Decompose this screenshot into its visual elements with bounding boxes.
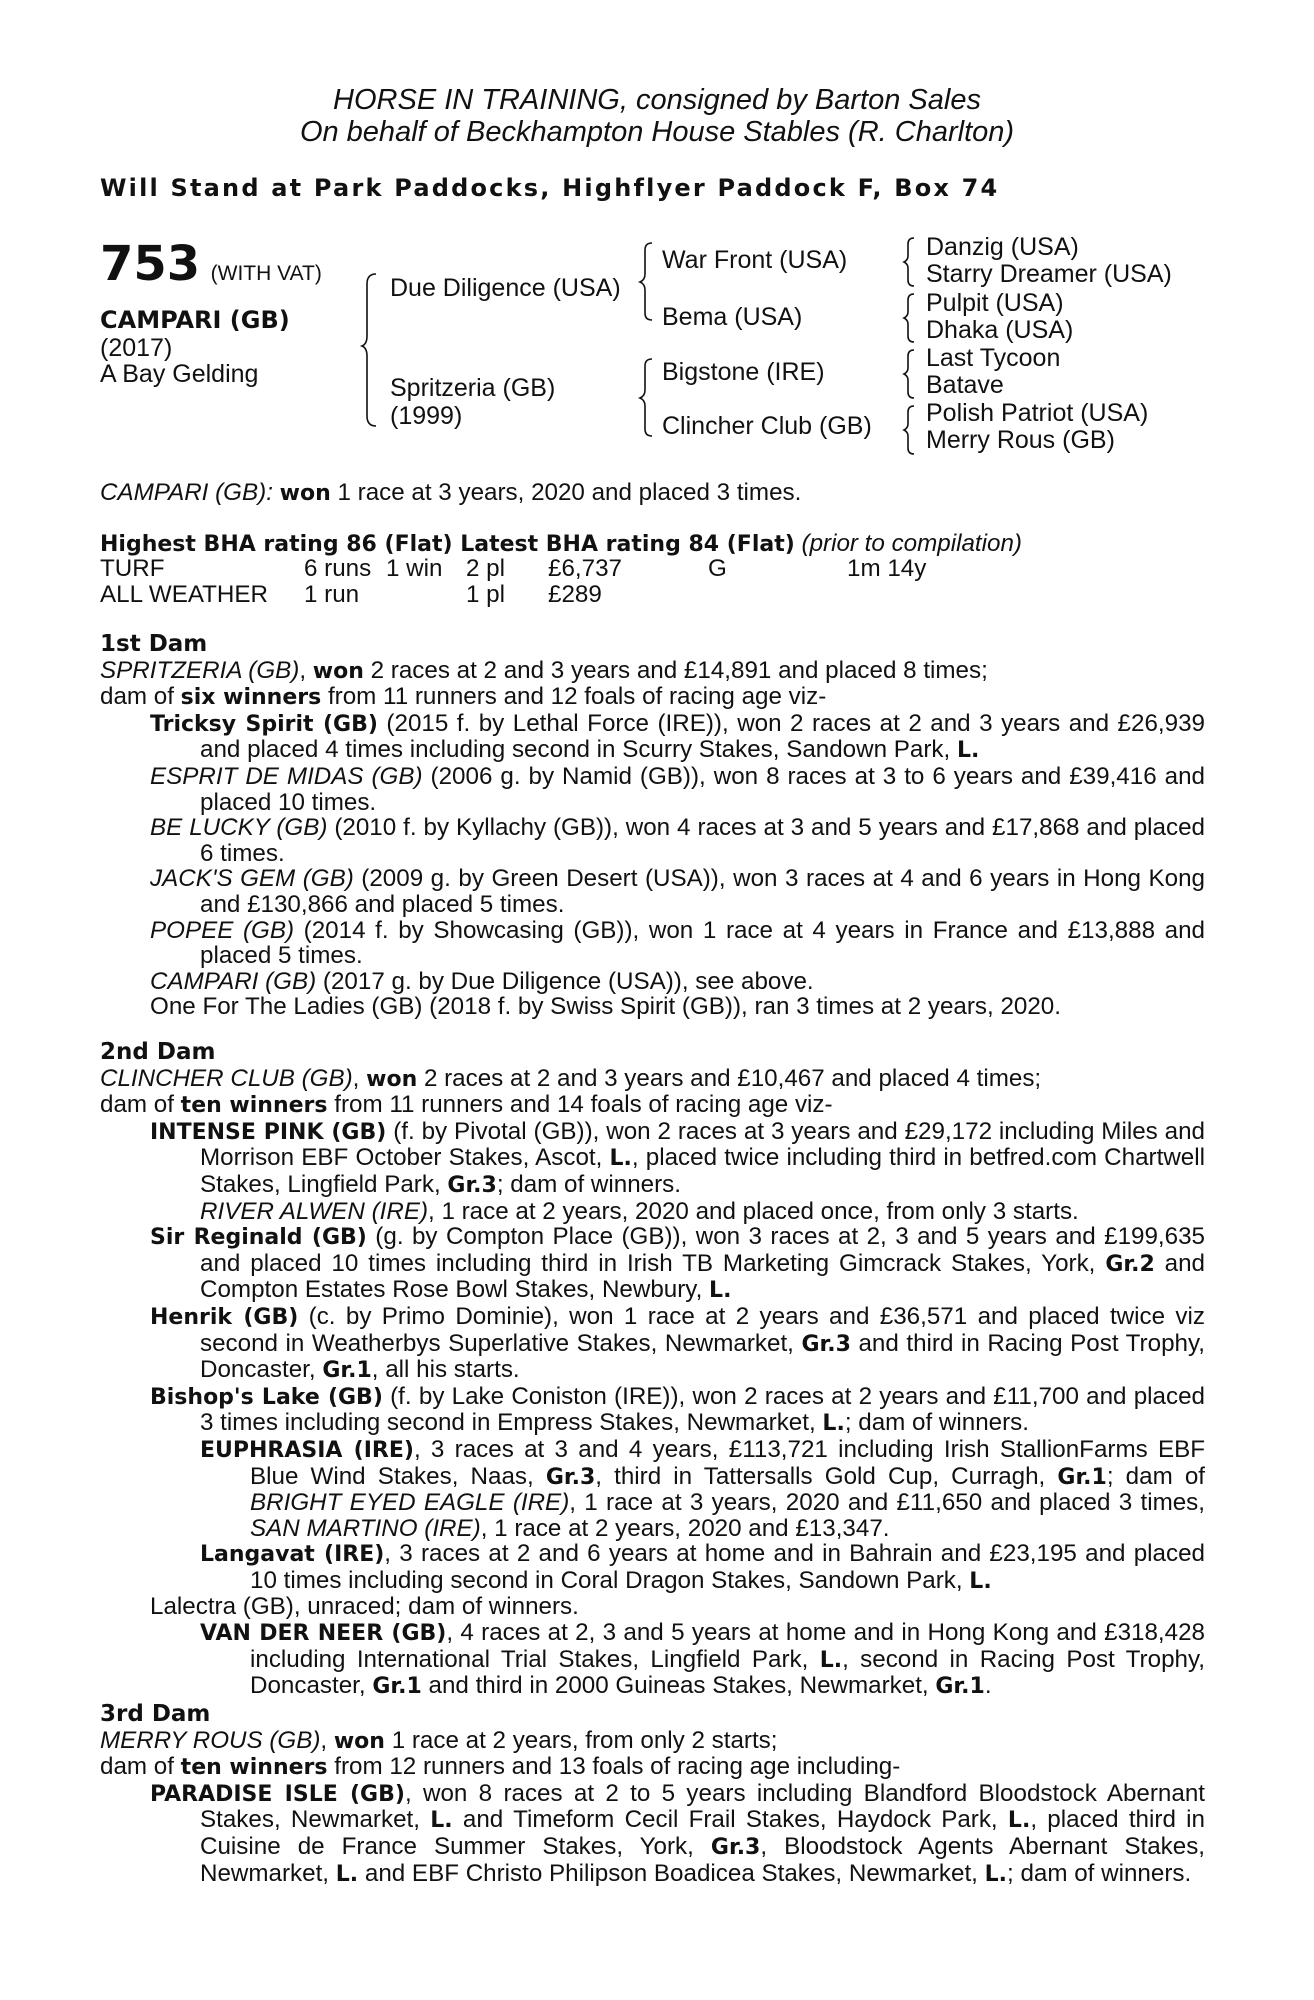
pedigree-dam-year: (1999) xyxy=(390,402,463,430)
italic-text: JACK'S GEM (GB) xyxy=(150,865,354,893)
bold-text: L. xyxy=(335,1861,359,1887)
first-dam-heading: 1st Dam xyxy=(100,631,208,657)
pedigree-dam-sire: Bigstone (IRE) xyxy=(662,358,825,386)
aw-surface: ALL WEATHER xyxy=(100,581,269,608)
text: , xyxy=(352,1064,367,1092)
pedigree-entry xyxy=(100,1066,1205,1093)
bold-text: six winners xyxy=(180,685,322,711)
horse-name: CAMPARI (GB) xyxy=(100,306,290,334)
turf-distance: 1m 14y xyxy=(847,555,927,582)
pedigree-entry xyxy=(100,1119,1205,1199)
italic-text: CAMPARI (GB) xyxy=(150,967,317,995)
ratings-title: Highest BHA rating 86 (Flat) Latest BHA rating 84 (Flat) xyxy=(100,532,795,557)
third-dam-section xyxy=(100,1702,1205,1887)
italic-text: SAN MARTINO (IRE) xyxy=(250,1514,481,1542)
text: Lalectra (GB), unraced; dam of winners. xyxy=(150,1593,579,1621)
text: (f. by Lake Coniston (IRE)), won 2 races at 2 years and £11,700 and placed 3 times including second in Empress Stakes, Newmarket, xyxy=(200,1382,1205,1437)
pedigree-bracket-main xyxy=(362,270,382,430)
pedigree-ggp-8: Merry Rous (GB) xyxy=(926,426,1115,454)
pedigree-entry xyxy=(100,1437,1205,1541)
text: ; dam of winners. xyxy=(844,1409,1029,1437)
bold-text: Gr.1 xyxy=(322,1358,372,1384)
bold-text: won xyxy=(333,1728,385,1754)
pedigree-dam: Spritzeria (GB) xyxy=(390,374,556,402)
text: and third in 2000 Guineas Stakes, Newmarket, xyxy=(421,1672,936,1700)
pedigree-entry xyxy=(100,918,1205,969)
bold-text: EUPHRASIA (IRE) xyxy=(200,1437,414,1463)
summary-won: won xyxy=(279,481,331,506)
text: and EBF Christo Philipson Boadicea Stakes, Newmarket, xyxy=(358,1859,985,1887)
pedigree-entry xyxy=(100,658,1205,685)
text: , placed third in Cuisine de France Summer Stakes, York, xyxy=(200,1806,1205,1860)
third-dam-lines xyxy=(100,1728,1205,1888)
turf-going: G xyxy=(708,555,727,582)
pedigree-entry xyxy=(100,866,1205,917)
text: , xyxy=(299,656,313,684)
italic-text: RIVER ALWEN (IRE) xyxy=(200,1197,429,1225)
text: , Bloodstock Agents Abernant Stakes, Newmarket, xyxy=(200,1832,1206,1887)
aw-runs: 1 run xyxy=(304,581,360,608)
second-dam-section xyxy=(100,1040,1205,1700)
pedigree-entry xyxy=(100,764,1205,815)
italic-text: MERRY ROUS (GB) xyxy=(100,1726,321,1754)
pedigree-entry xyxy=(100,711,1205,764)
bold-text: PARADISE ISLE (GB) xyxy=(150,1781,405,1807)
pedigree-sire-sire: War Front (USA) xyxy=(662,246,848,274)
pedigree-ggp-5: Last Tycoon xyxy=(926,344,1061,372)
text: ; dam of winners. xyxy=(1007,1859,1192,1887)
text: (2017 g. by Due Diligence (USA)), see above. xyxy=(316,967,814,995)
text: , 1 race at 2 years, 2020 and placed once, from only 3 starts. xyxy=(428,1197,1079,1225)
bold-text: L. xyxy=(709,1278,732,1304)
text: and Compton Estates Rose Bowl Stakes, Newbury, xyxy=(200,1249,1206,1304)
text: ; dam of xyxy=(1106,1462,1205,1490)
bold-text: Henrik (GB) xyxy=(150,1304,299,1330)
text: , 1 race at 2 years, 2020 and £13,347. xyxy=(480,1514,890,1542)
text: , third in Tattersalls Gold Cup, Curragh, xyxy=(595,1462,1058,1490)
summary-colon: : xyxy=(266,479,280,506)
pedigree-ggp-2: Starry Dreamer (USA) xyxy=(926,260,1172,288)
pedigree-bracket-ggp2 xyxy=(904,292,918,344)
summary-text: 1 race at 3 years, 2020 and placed 3 times. xyxy=(330,479,802,506)
italic-text: BRIGHT EYED EAGLE (IRE) xyxy=(250,1489,570,1517)
bold-text: Gr.1 xyxy=(372,1674,422,1700)
bold-text: ten winners xyxy=(180,1755,328,1781)
text: (f. by Pivotal (GB)), won 2 races at 3 years and £29,172 including Miles and Morrison EBF October Stakes, Ascot, xyxy=(200,1117,1205,1172)
summary-horse-name: CAMPARI (GB) xyxy=(100,479,267,506)
text: (2009 g. by Green Desert (USA)), won 3 races at 4 and 6 years in Hong Kong and £130,866 and placed 5 times. xyxy=(200,865,1205,918)
pedigree-entry xyxy=(100,1304,1205,1384)
vat-label: (WITH VAT) xyxy=(210,262,322,285)
pedigree-entry xyxy=(100,1092,1205,1119)
lot-number: 753 xyxy=(100,236,201,292)
pedigree-entry xyxy=(100,1384,1205,1437)
text: ; dam of winners. xyxy=(496,1170,681,1198)
text: , all his starts. xyxy=(371,1356,520,1384)
pedigree-ggp-1: Danzig (USA) xyxy=(926,233,1079,261)
pedigree-ggp-3: Pulpit (USA) xyxy=(926,289,1064,317)
bold-text: L. xyxy=(819,1647,843,1673)
ratings-note: (prior to compilation) xyxy=(794,530,1022,557)
text: dam of xyxy=(100,1753,181,1781)
text: from 12 runners and 13 foals of racing age including- xyxy=(327,1753,901,1781)
lot-header xyxy=(100,236,322,292)
bold-text: L. xyxy=(956,738,980,764)
bold-text: Langavat (IRE) xyxy=(200,1542,385,1568)
italic-text: BE LUCKY (GB) xyxy=(150,814,328,842)
text: , 3 races at 2 and 6 years at home and in Bahrain and £23,195 and placed 10 times including second in Coral Dragon Stakes, Sandown Park, xyxy=(250,1540,1206,1594)
pedigree-bracket-dam xyxy=(640,356,656,440)
bold-text: L. xyxy=(609,1146,632,1172)
pedigree-ggp-6: Batave xyxy=(926,371,1004,399)
bold-text: INTENSE PINK (GB) xyxy=(150,1119,387,1145)
pedigree-bracket-ggp4 xyxy=(904,404,918,456)
bold-text: Sir Reginald (GB) xyxy=(150,1225,367,1251)
aw-placed: 1 pl xyxy=(466,581,505,608)
text: dam of xyxy=(100,1091,181,1119)
third-dam-heading: 3rd Dam xyxy=(100,1701,211,1727)
pedigree-entry xyxy=(100,1594,1205,1620)
pedigree-entry xyxy=(100,1541,1205,1594)
horse-description: A Bay Gelding xyxy=(100,360,259,388)
text: (2006 g. by Namid (GB)), won 8 races at 3 to 6 years and £39,416 and placed 10 times. xyxy=(200,762,1205,816)
pedigree-sire-dam: Bema (USA) xyxy=(662,303,803,331)
text: and Timeform Cecil Frail Stakes, Haydock Park, xyxy=(452,1806,1008,1834)
bold-text: won xyxy=(312,658,364,684)
first-dam-lines xyxy=(100,658,1205,1020)
text: (2014 f. by Showcasing (GB)), won 1 race at 4 years in France and £13,888 and placed 5 times. xyxy=(200,916,1206,970)
second-dam-lines xyxy=(100,1066,1205,1700)
pedigree-entry xyxy=(100,1224,1205,1304)
horse-year: (2017) xyxy=(100,334,173,362)
pedigree-entry xyxy=(100,1620,1205,1700)
text: 2 races at 2 and 3 years and £14,891 and placed 8 times; xyxy=(363,656,988,684)
pedigree-bracket-ggp1 xyxy=(904,236,918,288)
pedigree-entry xyxy=(100,815,1205,866)
bold-text: VAN DER NEER (GB) xyxy=(200,1621,447,1647)
bold-text: Gr.3 xyxy=(545,1464,596,1490)
bold-text: L. xyxy=(984,1861,1008,1887)
pedigree-entry xyxy=(100,969,1205,995)
turf-placed: 2 pl xyxy=(466,555,505,582)
italic-text: SPRITZERIA (GB) xyxy=(100,656,300,684)
pedigree-bracket-ggp3 xyxy=(904,348,918,400)
italic-text: CLINCHER CLUB (GB) xyxy=(100,1064,353,1092)
text: from 11 runners and 14 foals of racing age viz- xyxy=(327,1091,833,1119)
bold-text: L. xyxy=(822,1411,845,1437)
text: 2 races at 2 and 3 years and £10,467 and placed 4 times; xyxy=(417,1064,1042,1092)
bold-text: won xyxy=(366,1066,418,1092)
bold-text: Gr.3 xyxy=(447,1172,497,1198)
bold-text: L. xyxy=(430,1808,453,1834)
text: 1 race at 2 years, from only 2 starts; xyxy=(384,1726,778,1754)
text: from 11 runners and 12 foals of racing age viz- xyxy=(321,683,827,711)
text: (c. by Primo Dominie), won 1 race at 2 years and £36,571 and placed twice viz second in Weatherbys Superlative Stakes, Newmarket, xyxy=(200,1302,1205,1357)
header-consignor: HORSE IN TRAINING, consigned by Barton Sales xyxy=(333,84,981,116)
text: dam of xyxy=(100,683,181,711)
text: . xyxy=(984,1672,992,1700)
pedigree-ggp-4: Dhaka (USA) xyxy=(926,316,1074,344)
text: , won 8 races at 2 to 5 years including Blandford Bloodstock Abernant Stakes, Newmarket, xyxy=(200,1779,1206,1834)
pedigree-dam-dam: Clincher Club (GB) xyxy=(662,412,872,440)
pedigree-entry xyxy=(100,1781,1205,1887)
turf-surface: TURF xyxy=(100,555,165,582)
text: , 4 races at 2, 3 and 5 years at home and in Hong Kong and £318,428 including International Trial Stakes, Lingfield Park, xyxy=(250,1619,1205,1673)
stand-location: Will Stand at Park Paddocks, Highflyer Paddock F, Box 74 xyxy=(100,174,1000,202)
pedigree-bracket-sire xyxy=(640,240,656,324)
second-dam-heading: 2nd Dam xyxy=(100,1039,216,1065)
pedigree-sire: Due Diligence (USA) xyxy=(390,274,621,302)
text: and third in Racing Post Trophy, Doncaster, xyxy=(200,1329,1205,1384)
text: (2010 f. by Kyllachy (GB)), won 4 races at 3 and 5 years and £17,868 and placed 6 times. xyxy=(200,814,1205,867)
pedigree-entry xyxy=(100,1728,1205,1755)
pedigree-ggp-7: Polish Patriot (USA) xyxy=(926,399,1149,427)
race-summary xyxy=(100,480,801,507)
text: (2015 f. by Lethal Force (IRE)), won 2 races at 2 and 3 years and £26,939 and placed 4 times including second in Scurry Stakes, Sandown Park, xyxy=(200,709,1205,764)
first-dam-section xyxy=(100,632,1205,1020)
text: (g. by Compton Place (GB)), won 3 races at 2, 3 and 5 years and £199,635 and placed 10 times including third in Irish TB Marketing Gimcrack Stakes, York, xyxy=(200,1223,1206,1277)
turf-prize: £6,737 xyxy=(548,555,622,582)
italic-text: POPEE (GB) xyxy=(150,916,295,944)
bold-text: Tricksy Spirit (GB) xyxy=(150,711,378,737)
bold-text: Gr.1 xyxy=(1057,1464,1107,1490)
bold-text: ten winners xyxy=(180,1093,328,1119)
pedigree-entry xyxy=(100,1754,1205,1781)
bold-text: Gr.2 xyxy=(1105,1251,1155,1277)
bha-ratings xyxy=(100,531,1022,558)
header-on-behalf: On behalf of Beckhampton House Stables (R. Charlton) xyxy=(299,116,1015,148)
italic-text: ESPRIT DE MIDAS (GB) xyxy=(150,762,423,790)
pedigree-entry xyxy=(100,994,1205,1020)
bold-text: Gr.3 xyxy=(801,1331,851,1357)
aw-prize: £289 xyxy=(548,581,602,608)
pedigree-entry xyxy=(100,684,1205,711)
bold-text: Bishop's Lake (GB) xyxy=(150,1384,383,1410)
text: , 3 races at 3 and 4 years, £113,721 including Irish StallionFarms EBF Blue Wind Stakes, Naas, xyxy=(250,1435,1206,1490)
bold-text: Gr.3 xyxy=(710,1834,761,1860)
text: , xyxy=(320,1726,334,1754)
text: , second in Racing Post Trophy, Doncaster, xyxy=(250,1645,1205,1700)
bold-text: L. xyxy=(969,1568,992,1594)
bold-text: Gr.1 xyxy=(935,1674,985,1700)
turf-runs: 6 runs xyxy=(304,555,372,582)
text: , 1 race at 3 years, 2020 and £11,650 and placed 3 times, xyxy=(569,1489,1205,1517)
pedigree-entry xyxy=(100,1199,1205,1225)
bold-text: L. xyxy=(1007,1808,1031,1834)
text: One For The Ladies (GB) (2018 f. by Swiss Spirit (GB)), ran 3 times at 2 years, 2020. xyxy=(150,993,1061,1021)
turf-wins: 1 win xyxy=(386,555,443,582)
text: , placed twice including third in betfred.com Chartwell Stakes, Lingfield Park, xyxy=(200,1144,1205,1198)
